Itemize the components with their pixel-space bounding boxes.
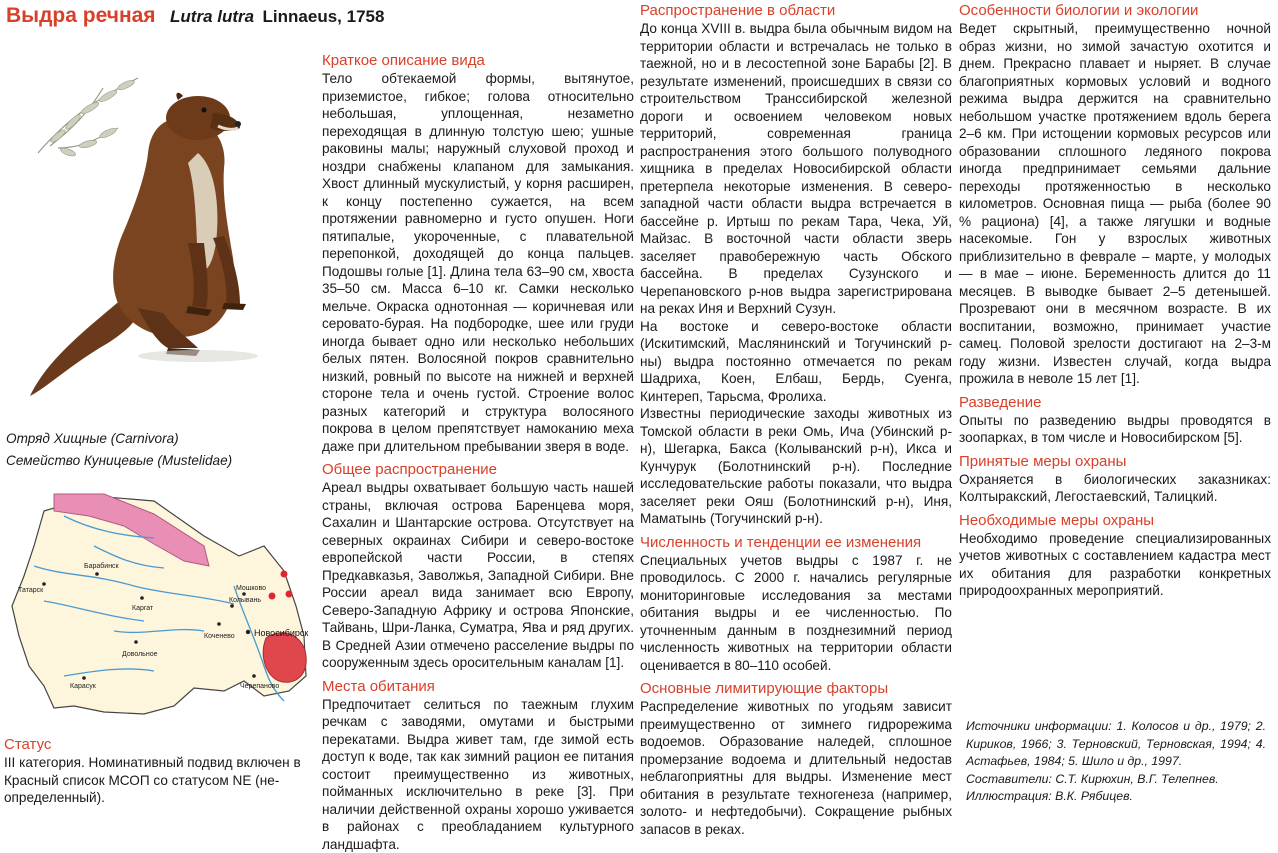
text-measures-needed: Необходимо проведение специализированных учетов животных с составлением кадастра мест их обитания для разработки конкретных природоохранных мероприятий. [959, 530, 1271, 600]
sources-authors: Составители: С.Т. Кирюхин, В.Г. Телепнев. [966, 771, 1266, 789]
species-name-latin: Lutra lutra [170, 7, 254, 26]
taxonomy-order: Отряд Хищные (Carnivora) [6, 428, 306, 450]
heading-limiting-factors: Основные лимитирующие факторы [640, 680, 952, 698]
heading-region-distribution: Распространение в области [640, 2, 952, 20]
map-label-dovolnoe: Довольное [122, 651, 158, 658]
text-habitat: Предпочитает селиться по таежным глухим речкам с заводями, омутами и быстрыми перекатами. Выдра живет там, где зимой есть доступ к воде, так как зимний рацион ее питания состоит преимущественно из животных, пойманных исключительно в реке [3]. При наличии действенной охраны хорошо уживается в районах с преобладанием культурного ландшафта. [322, 696, 634, 853]
heading-measures-taken: Принятые меры охраны [959, 453, 1271, 471]
heading-brief-description: Краткое описание вида [322, 52, 634, 70]
map-label-moshkovo: Мошково [236, 585, 266, 592]
heading-measures-needed: Необходимые меры охраны [959, 512, 1271, 530]
column-1 [322, 52, 634, 853]
map-label-barabinsk: Барабинск [84, 562, 120, 570]
text-measures-taken: Охраняется в биологических заказниках: Колтыракский, Легостаевский, Талицкий. [959, 471, 1271, 506]
column-3 [959, 2, 1271, 600]
text-limiting-factors: Распределение животных по угодьям зависит преимущественно от зимнего гидрорежима водоемов. Образование наледей, сплошное промерзание водоема и длительный недостав неблагоприятны для выдры. Изменение мест обитания в результате техногенеза (например, золото- и нефтедобычи). Сокращение рыбных запасов в реках. [640, 698, 952, 838]
heading-breeding: Разведение [959, 394, 1271, 412]
sources-text: Источники информации: 1. Колосов и др., 1979; 2. Кириков, 1966; 3. Терновский, Терновская, 1994; 4. Астафьев, 1984; 5. Шило и др., 1997. [966, 718, 1266, 771]
heading-general-distribution: Общее распространение [322, 461, 634, 479]
map-label-kargat: Каргат [132, 605, 154, 612]
species-author: Linnaeus, 1758 [263, 7, 385, 26]
status-block [4, 736, 319, 807]
text-general-distribution: Ареал выдры охватывает большую часть нашей страны, включая острова Баренцева моря, Сахалин и Шантарские острова. Отсутствует на северных окраинах Сибири и северо-востоке европейской части России, в степях Предкавказья, Заволжья, Западной Сибири. Вне России ареал вида занимает всю Европу, Северо-Западную Африку и острова Японские, Тайвань, Шри-Ланка, Суматра, Ява и ряд других. В Средней Азии отмечено расселение выдры по сооруженным здесь оросительным каналам [1]. [322, 479, 634, 672]
distribution-map [4, 476, 314, 731]
map-label-kochenevo: Коченево [204, 633, 235, 640]
column-2 [640, 2, 952, 838]
taxonomy-block [6, 428, 306, 472]
text-brief-description: Тело обтекаемой формы, вытянутое, приземистое, гибкое; голова относительно небольшая, уплощенная, незаметно переходящая в длинную толстую шею; ушные раковины малы; наружный слуховой проход и ноздри снабжены клапаном для замыкания. Хвост длинный мускулистый, у корня расширен, к концу постепенно сужается, на всем протяжении равномерно и густо опушен. Ноги пятипалые, укороченные, с плавательной перепонкой, доходящей до конца пальцев. Подошвы голые [1]. Длина тела 63–90 см, хвоста 35–50 см. Масса 6–10 кг. Самки несколько мельче. Окраска однотонная — коричневая или серовато-бурая. На подбородке, шее или груди иногда бывает одно или несколько небольших белых пятен. Волосяной покров сравнительно низкий, ровный по высоте на нижней и верхней стороне тела и очень густой. Строение волос разных категорий и структура волосяного покрова в целом препятствует намоканию меха даже при длительном пребывании зверя в воде. [322, 70, 634, 455]
heading-habitat: Места обитания [322, 678, 634, 696]
map-label-cherepanovo: Черепаново [240, 683, 279, 690]
map-label-kolyvan: Колывань [229, 597, 261, 604]
status-text: III категория. Номинативный подвид включен в Красный список МСОП со статусом NE (не-определенный). [4, 754, 319, 807]
heading-population: Численность и тенденции ее изменения [640, 534, 952, 552]
taxonomy-family: Семейство Куницевые (Mustelidae) [6, 450, 306, 472]
map-label-tatarsk: Татарск [18, 587, 44, 594]
map-label-karasuk: Карасук [70, 683, 97, 690]
text-breeding: Опыты по разведению выдры проводятся в зоопарках, в том числе и Новосибирском [5]. [959, 412, 1271, 447]
otter-illustration [28, 58, 308, 408]
sources-block [966, 718, 1266, 806]
text-population: Специальных учетов выдры с 1987 г. не проводилось. С 2000 г. начались регулярные мониторинговые исследования за местами обитания выдры и ее численностью. По уточненным данным в позднезимний период численность животных на территории области оценивается в 80–110 особей. [640, 552, 952, 675]
text-biology: Ведет скрытный, преимущественно ночной образ жизни, но зимой зачастую охотится и днем. Прекрасно плавает и ныряет. В случае благоприятных кормовых условий и водного режима выдра держится на сравнительно небольшом участке протяжением вдоль берега 2–6 км. При истощении кормовых ресурсов или образовании сплошного ледяного покрова иногда предпринимает семьями дальние переходы протяженностью в несколько километров. Основная пища — рыба (более 90 % рациона) [4], а также лягушки и водные насекомые. Гон у взрослых животных приблизительно в феврале – марте, у молодых — в мае – июне. Беременность длится до 11 месяцев. В выводке бывает 2–5 детенышей. Прозревают они в месячном возрасте. В их воспитании, возможно, принимает участие самец. Половой зрелости достигают на 2–3-м году жизни. Известен случай, когда выдра прожила в неволе 15 лет [1]. [959, 20, 1271, 388]
heading-biology: Особенности биологии и экологии [959, 2, 1271, 20]
map-label-novosibirsk: Новосибирск [254, 628, 308, 638]
text-region-distribution-1: До конца XVIII в. выдра была обычным видом на территории области и встречалась не только в таежной, но и в лесостепной зоне Барабы [2]. В результате изменений, происшедших в связи со строительством Транссибирской железной дороги и освоением человеком новых территорий, современная граница распространения этого большого полуводного хищника в пределах Новосибирской области претерпела некоторые изменения. В северо-западной части области выдра встречается в бассейне р. Иртыш по рекам Тара, Чека, Уй, Майзас. В восточной части области зверь заселяет правобережную часть Обского бассейна. В пределах Сузунского и Черепановского р-нов выдра зарегистрирована на реках Иня и Верхний Сузун. [640, 20, 952, 318]
sources-illustration: Иллюстрация: В.К. Рябицев. [966, 788, 1266, 806]
page-title [6, 4, 384, 28]
text-region-distribution-2: На востоке и северо-востоке области (Искитимский, Маслянинский и Тогучинский р-ны) выдра постоянно отмечается по рекам Шадриха, Коен, Елбаш, Бердь, Суенга, Кинтереп, Тарьсма, Фролиха. [640, 318, 952, 406]
species-name-ru: Выдра речная [6, 4, 156, 27]
text-region-distribution-3: Известны периодические заходы животных из Томской области в реки Омь, Ича (Убинский р-н), Шегарка, Бакса (Колыванский р-н), Икса и Кунчурук (Болотнинский р-н). Последние исследовательские работы показали, что выдра заселяет реки Ояш (Болотнинский р-н), Иня, Маматынь (Тогучинский р-н). [640, 405, 952, 528]
status-heading: Статус [4, 736, 319, 754]
